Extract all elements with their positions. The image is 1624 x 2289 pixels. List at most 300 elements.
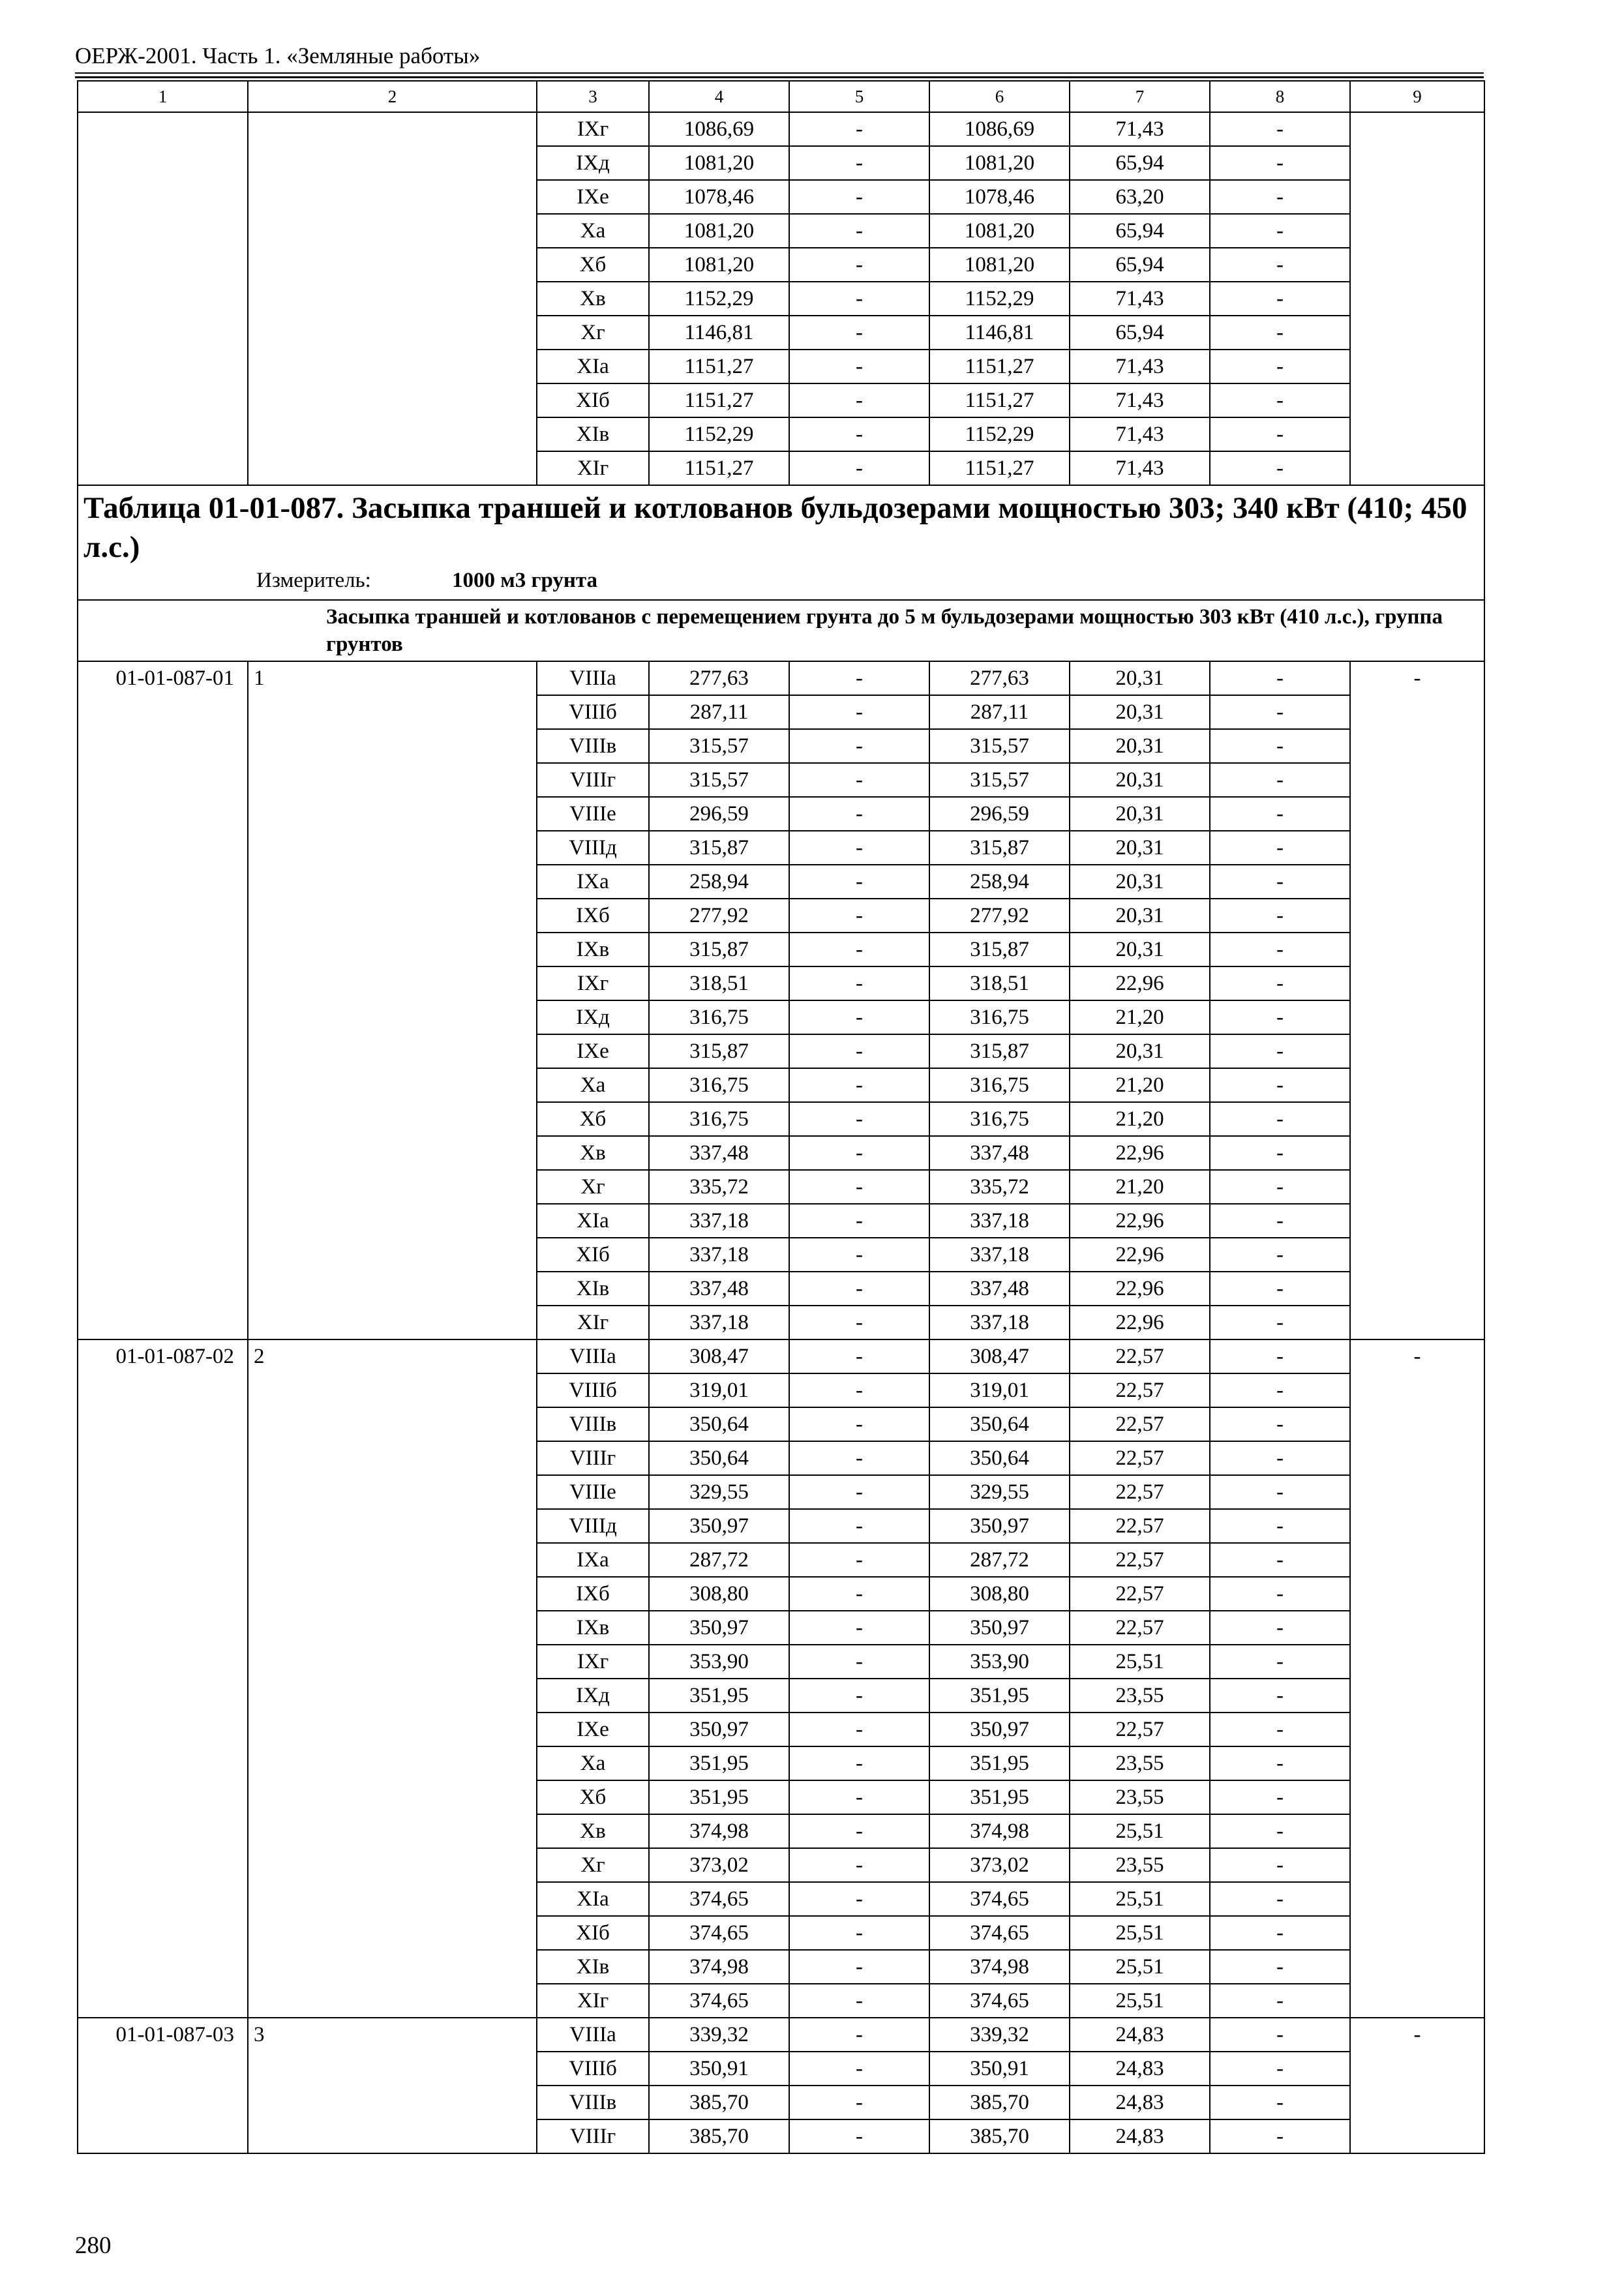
header-rule-double [75,76,1484,78]
operator-wages-cell: 23,55 [1070,1679,1210,1713]
direct-cost-cell: 1078,46 [649,180,789,214]
operator-wages-cell: 25,51 [1070,1645,1210,1679]
wages-cell: - [789,933,929,966]
machine-cost-cell: 350,64 [929,1407,1070,1441]
direct-cost-cell: 351,95 [649,1746,789,1780]
operator-wages-cell: 21,20 [1070,1170,1210,1204]
materials-cell: - [1210,865,1350,899]
rate-name: 1 [248,661,537,1339]
operator-wages-cell: 25,51 [1070,1950,1210,1984]
direct-cost-cell: 296,59 [649,797,789,831]
operator-wages-cell: 21,20 [1070,1068,1210,1102]
soil-category-cell: VIIIб [537,1373,649,1407]
col9-cell: - [1350,661,1484,1339]
soil-category-cell: IХб [537,899,649,933]
machine-cost-cell: 337,48 [929,1272,1070,1306]
soil-category-cell: IХг [537,966,649,1000]
direct-cost-cell: 337,18 [649,1238,789,1272]
operator-wages-cell: 20,31 [1070,1034,1210,1068]
operator-wages-cell: 24,83 [1070,2018,1210,2052]
machine-cost-cell: 258,94 [929,865,1070,899]
wages-cell: - [789,451,929,485]
direct-cost-cell: 350,64 [649,1407,789,1441]
direct-cost-cell: 353,90 [649,1645,789,1679]
soil-category-cell: ХIв [537,1272,649,1306]
column-number: 1 [78,81,248,112]
operator-wages-cell: 25,51 [1070,1814,1210,1848]
operator-wages-cell: 20,31 [1070,763,1210,797]
wages-cell: - [789,214,929,248]
soil-category-cell: Хб [537,1780,649,1814]
section-title: Засыпка траншей и котлованов с перемещением грунта до 5 м бульдозерами мощностью 303 кВт (410 л.с.), группа грунтов [78,600,1484,661]
column-number-row [78,81,1484,112]
direct-cost-cell: 350,91 [649,2052,789,2086]
operator-wages-cell: 22,57 [1070,1611,1210,1645]
direct-cost-cell: 319,01 [649,1373,789,1407]
direct-cost-cell: 337,48 [649,1272,789,1306]
direct-cost-cell: 287,72 [649,1543,789,1577]
soil-category-cell: VIIIд [537,831,649,865]
direct-cost-cell: 339,32 [649,2018,789,2052]
operator-wages-cell: 71,43 [1070,451,1210,485]
wages-cell: - [789,797,929,831]
soil-category-cell: VIIIе [537,797,649,831]
column-number: 6 [929,81,1070,112]
soil-category-cell: IХг [537,1645,649,1679]
direct-cost-cell: 1151,27 [649,451,789,485]
materials-cell: - [1210,1746,1350,1780]
materials-cell: - [1210,1204,1350,1238]
direct-cost-cell: 374,98 [649,1950,789,1984]
machine-cost-cell: 1081,20 [929,248,1070,282]
materials-cell: - [1210,1679,1350,1713]
soil-category-cell: ХIв [537,417,649,451]
direct-cost-cell: 350,64 [649,1441,789,1475]
wages-cell: - [789,316,929,350]
machine-cost-cell: 316,75 [929,1000,1070,1034]
soil-category-cell: ХIв [537,1950,649,1984]
machine-cost-cell: 339,32 [929,2018,1070,2052]
page-number: 280 [75,2232,112,2259]
operator-wages-cell: 23,55 [1070,1746,1210,1780]
wages-cell: - [789,146,929,180]
wages-cell: - [789,831,929,865]
machine-cost-cell: 1151,27 [929,350,1070,383]
machine-cost-cell: 319,01 [929,1373,1070,1407]
rate-name: 2 [248,1339,537,2018]
soil-category-cell: VIIIг [537,1441,649,1475]
wages-cell: - [789,2119,929,2153]
machine-cost-cell: 315,57 [929,763,1070,797]
soil-category-cell: VIIIе [537,1475,649,1509]
soil-category-cell: VIIIа [537,661,649,695]
machine-cost-cell: 1081,20 [929,214,1070,248]
wages-cell: - [789,1916,929,1950]
machine-cost-cell: 374,98 [929,1814,1070,1848]
direct-cost-cell: 337,18 [649,1306,789,1339]
soil-category-cell: VIIIв [537,2086,649,2119]
materials-cell: - [1210,1170,1350,1204]
machine-cost-cell: 337,18 [929,1306,1070,1339]
machine-cost-cell: 315,87 [929,1034,1070,1068]
machine-cost-cell: 351,95 [929,1746,1070,1780]
operator-wages-cell: 20,31 [1070,865,1210,899]
operator-wages-cell: 22,96 [1070,1306,1210,1339]
materials-cell: - [1210,1238,1350,1272]
wages-cell: - [789,1882,929,1916]
machine-cost-cell: 315,57 [929,729,1070,763]
operator-wages-cell: 20,31 [1070,899,1210,933]
machine-cost-cell: 1151,27 [929,451,1070,485]
column-number: 4 [649,81,789,112]
operator-wages-cell: 22,57 [1070,1441,1210,1475]
direct-cost-cell: 329,55 [649,1475,789,1509]
direct-cost-cell: 351,95 [649,1780,789,1814]
machine-cost-cell: 287,72 [929,1543,1070,1577]
operator-wages-cell: 25,51 [1070,1984,1210,2018]
machine-cost-cell: 337,18 [929,1238,1070,1272]
materials-cell: - [1210,1645,1350,1679]
operator-wages-cell: 65,94 [1070,316,1210,350]
col9-cell-empty [1350,112,1484,485]
operator-wages-cell: 25,51 [1070,1882,1210,1916]
operator-wages-cell: 71,43 [1070,282,1210,316]
direct-cost-cell: 1151,27 [649,383,789,417]
col9-cell: - [1350,1339,1484,2018]
wages-cell: - [789,661,929,695]
wages-cell: - [789,1475,929,1509]
direct-cost-cell: 374,65 [649,1984,789,2018]
machine-cost-cell: 335,72 [929,1170,1070,1204]
machine-cost-cell: 1146,81 [929,316,1070,350]
materials-cell: - [1210,350,1350,383]
column-number: 7 [1070,81,1210,112]
materials-cell: - [1210,1441,1350,1475]
wages-cell: - [789,1136,929,1170]
machine-cost-cell: 1086,69 [929,112,1070,146]
materials-cell: - [1210,695,1350,729]
materials-cell: - [1210,797,1350,831]
materials-cell: - [1210,1034,1350,1068]
wages-cell: - [789,1509,929,1543]
soil-category-cell: VIIIд [537,1509,649,1543]
soil-category-cell: Хб [537,1102,649,1136]
wages-cell: - [789,695,929,729]
machine-cost-cell: 316,75 [929,1102,1070,1136]
code-cell-empty [78,112,248,485]
machine-cost-cell: 1152,29 [929,417,1070,451]
wages-cell: - [789,1272,929,1306]
materials-cell: - [1210,1407,1350,1441]
column-number: 9 [1350,81,1484,112]
operator-wages-cell: 20,31 [1070,729,1210,763]
direct-cost-cell: 315,87 [649,831,789,865]
operator-wages-cell: 22,96 [1070,966,1210,1000]
soil-category-cell: Хв [537,282,649,316]
wages-cell: - [789,1984,929,2018]
operator-wages-cell: 22,57 [1070,1713,1210,1746]
materials-cell: - [1210,933,1350,966]
soil-category-cell: Ха [537,214,649,248]
soil-category-cell: IХе [537,1713,649,1746]
machine-cost-cell: 318,51 [929,966,1070,1000]
table-row [78,112,1484,146]
direct-cost-cell: 315,57 [649,729,789,763]
machine-cost-cell: 350,97 [929,1509,1070,1543]
soil-category-cell: Хг [537,316,649,350]
machine-cost-cell: 329,55 [929,1475,1070,1509]
direct-cost-cell: 1151,27 [649,350,789,383]
soil-category-cell: Хв [537,1136,649,1170]
machine-cost-cell: 315,87 [929,831,1070,865]
machine-cost-cell: 385,70 [929,2086,1070,2119]
soil-category-cell: VIIIв [537,1407,649,1441]
operator-wages-cell: 21,20 [1070,1102,1210,1136]
soil-category-cell: Хб [537,248,649,282]
direct-cost-cell: 350,97 [649,1509,789,1543]
wages-cell: - [789,1679,929,1713]
machine-cost-cell: 374,65 [929,1882,1070,1916]
soil-category-cell: VIIIа [537,1339,649,1373]
operator-wages-cell: 22,57 [1070,1407,1210,1441]
direct-cost-cell: 373,02 [649,1848,789,1882]
materials-cell: - [1210,1339,1350,1373]
materials-cell: - [1210,2052,1350,2086]
materials-cell: - [1210,1611,1350,1645]
soil-category-cell: ХIа [537,350,649,383]
wages-cell: - [789,1441,929,1475]
rate-code: 01-01-087-03 [78,2018,248,2153]
direct-cost-cell: 337,48 [649,1136,789,1170]
soil-category-cell: ХIа [537,1204,649,1238]
direct-cost-cell: 1081,20 [649,248,789,282]
materials-cell: - [1210,1950,1350,1984]
direct-cost-cell: 374,65 [649,1882,789,1916]
materials-cell: - [1210,1000,1350,1034]
wages-cell: - [789,1950,929,1984]
materials-cell: - [1210,1306,1350,1339]
wages-cell: - [789,112,929,146]
machine-cost-cell: 353,90 [929,1645,1070,1679]
wages-cell: - [789,1780,929,1814]
materials-cell: - [1210,1068,1350,1102]
wages-cell: - [789,1102,929,1136]
materials-cell: - [1210,763,1350,797]
machine-cost-cell: 1151,27 [929,383,1070,417]
soil-category-cell: ХIа [537,1882,649,1916]
name-cell-empty [248,112,537,485]
wages-cell: - [789,899,929,933]
wages-cell: - [789,282,929,316]
rate-name: 3 [248,2018,537,2153]
wages-cell: - [789,1407,929,1441]
section-title-row [78,600,1484,661]
operator-wages-cell: 22,96 [1070,1204,1210,1238]
soil-category-cell: IХа [537,865,649,899]
materials-cell: - [1210,180,1350,214]
machine-cost-cell: 374,65 [929,1984,1070,2018]
rate-code: 01-01-087-01 [78,661,248,1339]
direct-cost-cell: 316,75 [649,1068,789,1102]
table-title: Таблица 01-01-087. Засыпка траншей и котлованов бульдозерами мощностью 303; 340 кВт (410; 450 л.с.) [83,491,1467,564]
materials-cell: - [1210,831,1350,865]
table-row [78,1339,1484,1373]
soil-category-cell: Хв [537,1814,649,1848]
wages-cell: - [789,350,929,383]
materials-cell: - [1210,1102,1350,1136]
machine-cost-cell: 337,18 [929,1204,1070,1238]
materials-cell: - [1210,282,1350,316]
operator-wages-cell: 71,43 [1070,112,1210,146]
measure-line [83,567,1479,594]
measure-label: Измеритель: [256,569,371,592]
direct-cost-cell: 316,75 [649,1102,789,1136]
machine-cost-cell: 277,63 [929,661,1070,695]
operator-wages-cell: 20,31 [1070,933,1210,966]
materials-cell: - [1210,383,1350,417]
soil-category-cell: IХд [537,1679,649,1713]
measure-unit: 1000 м3 грунта [452,569,598,592]
direct-cost-cell: 350,97 [649,1611,789,1645]
soil-category-cell: VIIIб [537,2052,649,2086]
soil-category-cell: VIIIг [537,2119,649,2153]
materials-cell: - [1210,1780,1350,1814]
materials-cell: - [1210,729,1350,763]
wages-cell: - [789,1814,929,1848]
soil-category-cell: IХд [537,1000,649,1034]
wages-cell: - [789,1645,929,1679]
direct-cost-cell: 316,75 [649,1000,789,1034]
machine-cost-cell: 385,70 [929,2119,1070,2153]
operator-wages-cell: 24,83 [1070,2052,1210,2086]
operator-wages-cell: 22,57 [1070,1509,1210,1543]
wages-cell: - [789,1339,929,1373]
machine-cost-cell: 373,02 [929,1848,1070,1882]
wages-cell: - [789,1713,929,1746]
operator-wages-cell: 22,96 [1070,1272,1210,1306]
materials-cell: - [1210,1136,1350,1170]
soil-category-cell: IХв [537,1611,649,1645]
soil-category-cell: Хг [537,1848,649,1882]
soil-category-cell: IХе [537,1034,649,1068]
direct-cost-cell: 385,70 [649,2119,789,2153]
materials-cell: - [1210,1272,1350,1306]
direct-cost-cell: 350,97 [649,1713,789,1746]
wages-cell: - [789,1848,929,1882]
operator-wages-cell: 24,83 [1070,2086,1210,2119]
materials-cell: - [1210,1713,1350,1746]
direct-cost-cell: 315,57 [649,763,789,797]
materials-cell: - [1210,417,1350,451]
materials-cell: - [1210,112,1350,146]
machine-cost-cell: 350,97 [929,1713,1070,1746]
header-rule [75,72,1484,74]
materials-cell: - [1210,1577,1350,1611]
wages-cell: - [789,966,929,1000]
operator-wages-cell: 65,94 [1070,214,1210,248]
operator-wages-cell: 20,31 [1070,695,1210,729]
column-number: 5 [789,81,929,112]
direct-cost-cell: 1152,29 [649,417,789,451]
materials-cell: - [1210,248,1350,282]
direct-cost-cell: 287,11 [649,695,789,729]
machine-cost-cell: 337,48 [929,1136,1070,1170]
machine-cost-cell: 296,59 [929,797,1070,831]
operator-wages-cell: 20,31 [1070,831,1210,865]
direct-cost-cell: 374,65 [649,1916,789,1950]
operator-wages-cell: 71,43 [1070,383,1210,417]
materials-cell: - [1210,1373,1350,1407]
operator-wages-cell: 71,43 [1070,417,1210,451]
materials-cell: - [1210,1848,1350,1882]
machine-cost-cell: 1078,46 [929,180,1070,214]
soil-category-cell: VIIIв [537,729,649,763]
machine-cost-cell: 308,47 [929,1339,1070,1373]
machine-cost-cell: 277,92 [929,899,1070,933]
materials-cell: - [1210,2119,1350,2153]
operator-wages-cell: 22,57 [1070,1475,1210,1509]
wages-cell: - [789,1170,929,1204]
wages-cell: - [789,2018,929,2052]
materials-cell: - [1210,2018,1350,2052]
wages-cell: - [789,1611,929,1645]
soil-category-cell: ХIг [537,1984,649,2018]
machine-cost-cell: 350,91 [929,2052,1070,2086]
materials-cell: - [1210,2086,1350,2119]
soil-category-cell: IХд [537,146,649,180]
operator-wages-cell: 22,57 [1070,1577,1210,1611]
direct-cost-cell: 277,63 [649,661,789,695]
wages-cell: - [789,1238,929,1272]
col9-cell: - [1350,2018,1484,2153]
operator-wages-cell: 20,31 [1070,661,1210,695]
operator-wages-cell: 22,57 [1070,1339,1210,1373]
soil-category-cell: Ха [537,1068,649,1102]
machine-cost-cell: 350,64 [929,1441,1070,1475]
machine-cost-cell: 316,75 [929,1068,1070,1102]
soil-category-cell: VIIIа [537,2018,649,2052]
column-number: 2 [248,81,537,112]
operator-wages-cell: 22,57 [1070,1543,1210,1577]
direct-cost-cell: 1086,69 [649,112,789,146]
wages-cell: - [789,1373,929,1407]
wages-cell: - [789,1000,929,1034]
operator-wages-cell: 22,96 [1070,1136,1210,1170]
machine-cost-cell: 1081,20 [929,146,1070,180]
operator-wages-cell: 21,20 [1070,1000,1210,1034]
wages-cell: - [789,1034,929,1068]
direct-cost-cell: 351,95 [649,1679,789,1713]
direct-cost-cell: 315,87 [649,933,789,966]
soil-category-cell: IХа [537,1543,649,1577]
materials-cell: - [1210,1509,1350,1543]
table-title-row [78,485,1484,600]
direct-cost-cell: 1152,29 [649,282,789,316]
soil-category-cell: Ха [537,1746,649,1780]
machine-cost-cell: 350,97 [929,1611,1070,1645]
materials-cell: - [1210,1814,1350,1848]
operator-wages-cell: 23,55 [1070,1848,1210,1882]
direct-cost-cell: 337,18 [649,1204,789,1238]
direct-cost-cell: 258,94 [649,865,789,899]
materials-cell: - [1210,966,1350,1000]
machine-cost-cell: 308,80 [929,1577,1070,1611]
operator-wages-cell: 24,83 [1070,2119,1210,2153]
soil-category-cell: VIIIб [537,695,649,729]
machine-cost-cell: 351,95 [929,1780,1070,1814]
materials-cell: - [1210,214,1350,248]
wages-cell: - [789,180,929,214]
